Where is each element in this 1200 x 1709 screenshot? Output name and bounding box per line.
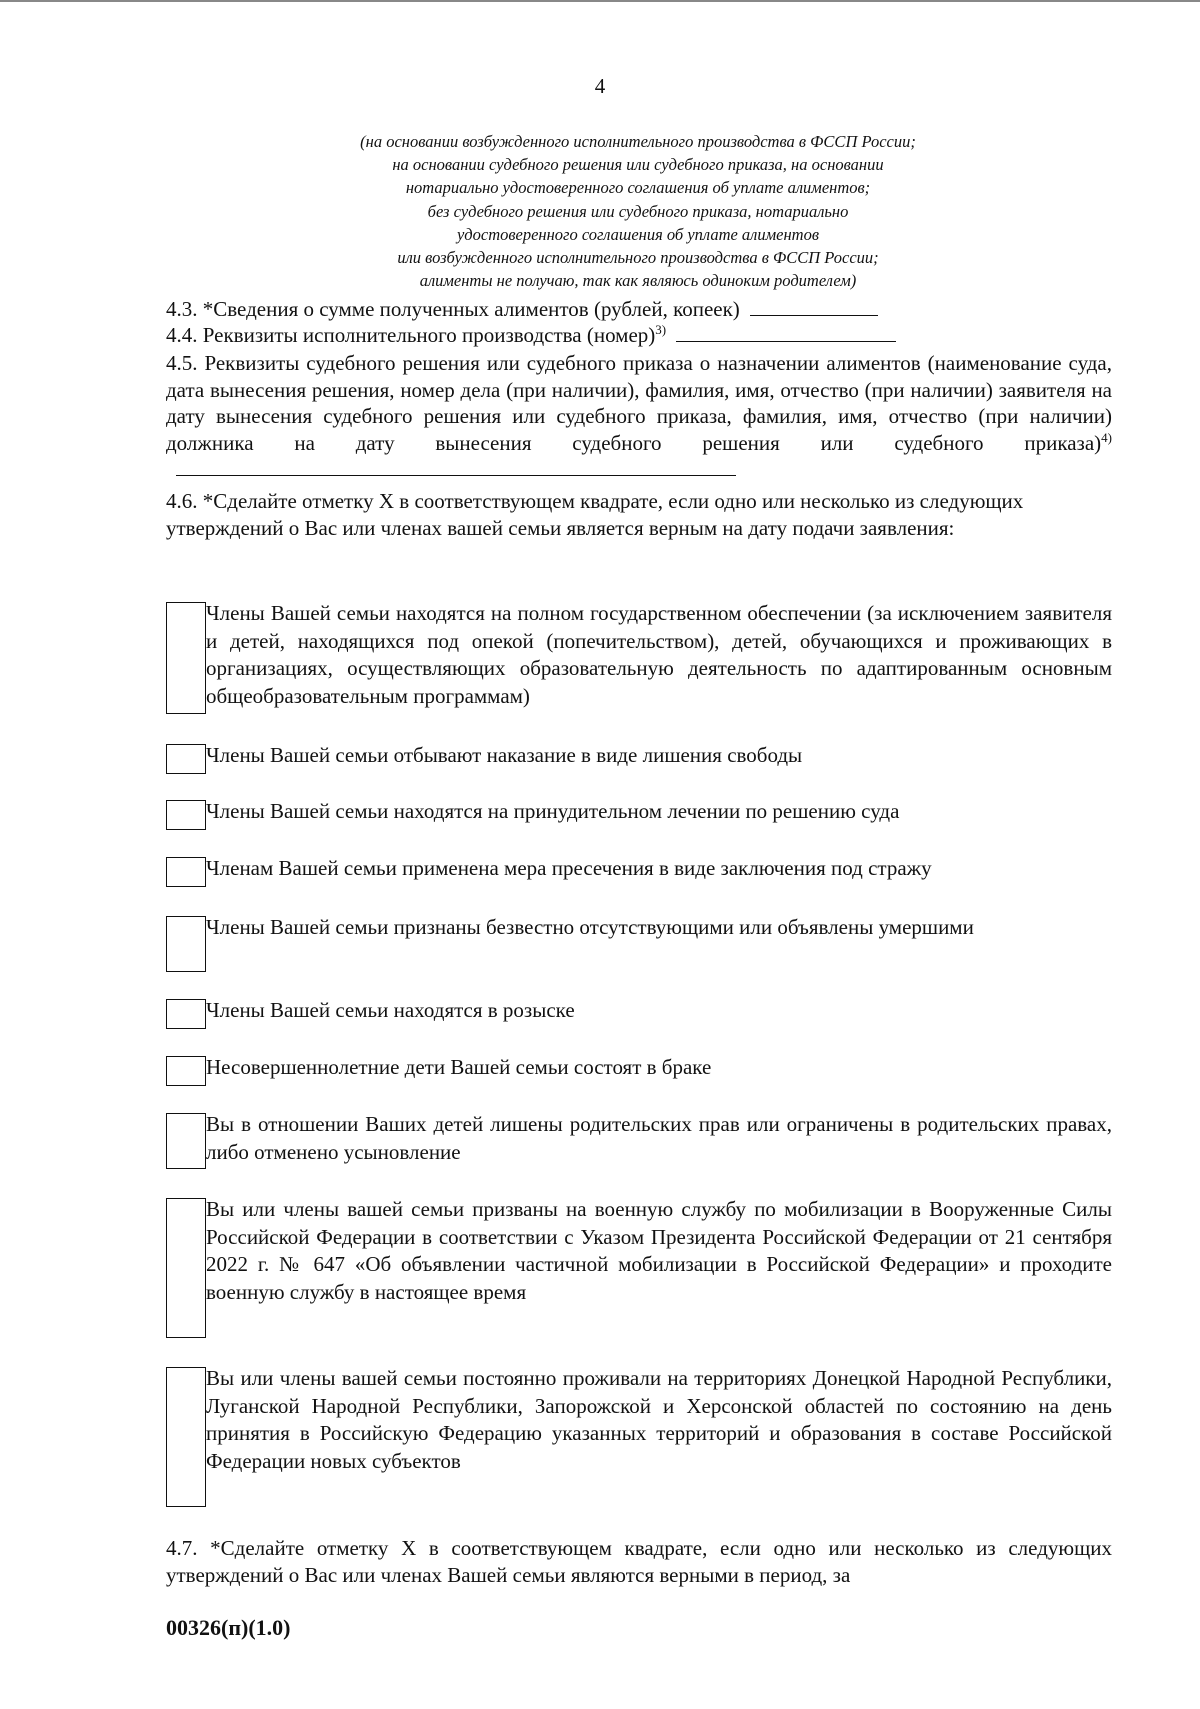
option-checkbox[interactable] <box>166 1198 206 1338</box>
option-text: Членам Вашей семьи применена мера пресечения в виде заключения под стражу <box>206 856 932 880</box>
note-line: нотариально удостоверенного соглашения об уплате алиментов; <box>405 178 871 198</box>
income-source-note <box>150 130 1126 292</box>
field-4-6-instruction: 4.6. *Сделайте отметку Х в соответствующем квадрате, если одно или несколько из следующих утверждений о Вас или членах вашей семьи является верным на дату подачи заявления: <box>166 489 1024 540</box>
enforcement-number-input[interactable] <box>676 323 896 342</box>
field-4-3 <box>166 296 878 322</box>
option-checkbox[interactable] <box>166 1056 206 1086</box>
option-text: Члены Вашей семьи находятся в розыске <box>206 998 575 1022</box>
option-text: Члены Вашей семьи признаны безвестно отсутствующими или объявлены умершими <box>206 915 974 939</box>
option-text: Члены Вашей семьи находятся на полном государственном обеспечении (за исключением заявителя и детей, находящихся под опекой (попечительством), детей, обучающихся и проживающих в организациях, осуществляющих образовательную деятельность по адаптированным основным общеобразовательным программам) <box>206 601 1112 708</box>
option-checkbox[interactable] <box>166 1113 206 1169</box>
option-checkbox[interactable] <box>166 999 206 1029</box>
option-text: Члены Вашей семьи находятся на принудительном лечении по решению суда <box>206 799 900 823</box>
field-4-4 <box>166 322 896 348</box>
footnote-ref: 4) <box>1101 429 1112 445</box>
field-4-4-label: 4.4. Реквизиты исполнительного производства (номер) <box>166 323 656 347</box>
option-checkbox[interactable] <box>166 916 206 972</box>
option-text: Вы в отношении Ваших детей лишены родительских прав или ограничены в родительских правах, либо отменено усыновление <box>206 1112 1112 1164</box>
option-checkbox[interactable] <box>166 857 206 887</box>
court-decision-input[interactable] <box>176 457 736 476</box>
note-line: алименты не получаю, так как являюсь одиноким родителем) <box>419 271 857 291</box>
alimony-amount-input[interactable] <box>750 297 878 316</box>
option-checkbox[interactable] <box>166 744 206 774</box>
field-4-3-label: 4.3. *Сведения о сумме полученных алиментов (рублей, копеек) <box>166 297 740 321</box>
footnote-ref: 3) <box>655 322 667 337</box>
option-text: Вы или члены вашей семьи призваны на военную службу по мобилизации в Вооруженные Силы Российской Федерации в соответствии с Указом Президента Российской Федерации от 21 сентября 2022 г. № 647 «Об объявлении частичной мобилизации в Российской Федерации» и проходите военную службу в настоящее время <box>206 1197 1112 1304</box>
note-line: на основании судебного решения или судебного приказа, на основании <box>392 155 884 175</box>
page-top-edge <box>0 0 1200 2</box>
field-4-7-instruction: 4.7. *Сделайте отметку Х в соответствующем квадрате, если одно или несколько из следующих утверждений о Вас или членах Вашей семьи являются верными в период, за <box>166 1536 1112 1587</box>
option-text: Несовершеннолетние дети Вашей семьи состоят в браке <box>206 1055 712 1079</box>
field-4-5-text: 4.5. Реквизиты судебного решения или судебного приказа о назначении алиментов (наименование суда, дата вынесения решения, номер дела (при наличии), фамилия, имя, отчество (при наличии) заявителя на дату вынесения судебного решения или судебного приказа, фамилия, имя, отчество (при наличии) должника на дату вынесения судебного решения или судебного приказа) <box>166 351 1112 455</box>
option-checkbox[interactable] <box>166 1367 206 1507</box>
note-line: удостоверенного соглашения об уплате алиментов <box>457 224 819 244</box>
field-4-5 <box>166 350 1112 483</box>
page-number: 4 <box>594 74 606 98</box>
note-line: или возбужденного исполнительного производства в ФССП России; <box>397 248 879 268</box>
option-checkbox[interactable] <box>166 800 206 830</box>
note-line: (на основании возбужденного исполнительного производства в ФССП России; <box>360 132 916 151</box>
option-checkbox[interactable] <box>166 602 206 714</box>
option-text: Вы или члены вашей семьи постоянно проживали на территориях Донецкой Народной Республики, Луганской Народной Республики, Запорожской и Херсонской областей по состоянию на день принятия в Российскую Федерацию указанных территорий и образования в составе Российской Федерации новых субъектов <box>206 1366 1112 1473</box>
option-text: Члены Вашей семьи отбывают наказание в виде лишения свободы <box>206 743 803 767</box>
note-line: без судебного решения или судебного приказа, нотариально <box>427 201 849 221</box>
form-code: 00326(п)(1.0) <box>166 1615 291 1640</box>
